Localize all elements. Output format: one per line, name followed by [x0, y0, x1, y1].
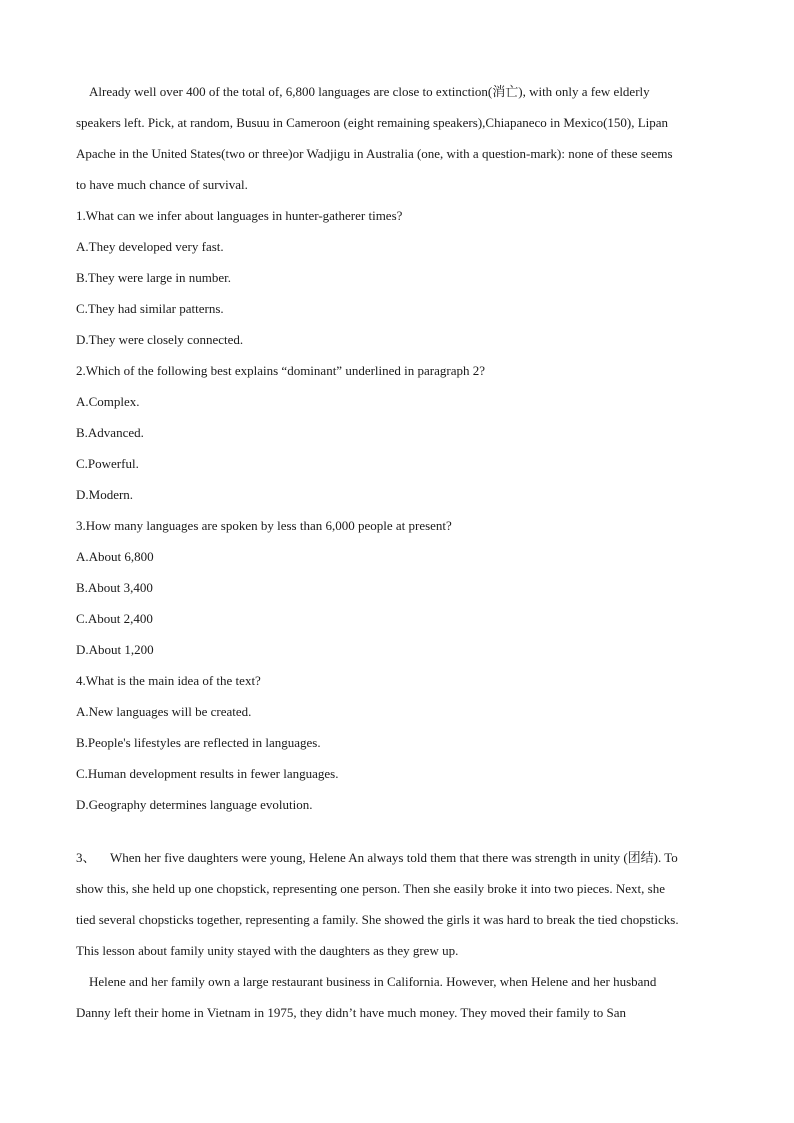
option-b: B.They were large in number. — [76, 270, 231, 285]
section-number: 3、 — [76, 850, 96, 865]
section-spacer — [76, 820, 729, 842]
option-c: C.They had similar patterns. — [76, 301, 224, 316]
question-1 — [76, 200, 729, 355]
passage-line: This lesson about family unity stayed with the daughters as they grew up. — [76, 943, 459, 958]
question-stem: 4.What is the main idea of the text? — [76, 673, 261, 688]
question-stem: 2.Which of the following best explains “dominant” underlined in paragraph 2? — [76, 363, 486, 378]
passage-line: Helene and her family own a large restaurant business in California. However, when Helene and her husband — [89, 974, 657, 989]
question-stem: 1.What can we infer about languages in hunter-gatherer times? — [76, 208, 403, 223]
passage-line-text: When her five daughters were young, Helene An always told them that there was strength in unity (团结). To — [110, 850, 678, 865]
option-c: C.About 2,400 — [76, 611, 153, 626]
option-c: C.Human development results in fewer languages. — [76, 766, 339, 781]
option-a: A.Complex. — [76, 394, 140, 409]
document-page — [76, 76, 729, 1028]
passage-line: speakers left. Pick, at random, Busuu in Cameroon (eight remaining speakers),Chiapaneco in Mexico(150), Lipan — [76, 115, 669, 130]
question-4 — [76, 665, 729, 820]
passage-line: Danny left their home in Vietnam in 1975, they didn’t have much money. They moved their family to San — [76, 1005, 627, 1020]
option-a: A.They developed very fast. — [76, 239, 224, 254]
question-stem: 3.How many languages are spoken by less than 6,000 people at present? — [76, 518, 452, 533]
question-3 — [76, 510, 729, 665]
option-a: A.About 6,800 — [76, 549, 154, 564]
option-b: B.About 3,400 — [76, 580, 153, 595]
section-3-passage — [76, 842, 729, 1028]
passage-paragraph — [76, 76, 729, 200]
option-b: B.Advanced. — [76, 425, 144, 440]
question-2 — [76, 355, 729, 510]
option-b: B.People's lifestyles are reflected in languages. — [76, 735, 321, 750]
option-a: A.New languages will be created. — [76, 704, 252, 719]
passage-line — [76, 842, 729, 873]
passage-line: show this, she held up one chopstick, representing one person. Then she easily broke it into two pieces. Next, she — [76, 881, 665, 896]
passage-line: Already well over 400 of the total of, 6,800 languages are close to extinction(消亡), with only a few elderly — [89, 84, 650, 99]
passage-line: tied several chopsticks together, representing a family. She showed the girls it was hard to break the tied chopsticks. — [76, 912, 679, 927]
passage-line: to have much chance of survival. — [76, 177, 248, 192]
option-d: D.Modern. — [76, 487, 134, 502]
passage-line: Apache in the United States(two or three)or Wadjigu in Australia (one, with a question-mark): none of these seems — [76, 146, 673, 161]
option-d: D.They were closely connected. — [76, 332, 244, 347]
option-d: D.About 1,200 — [76, 642, 154, 657]
option-c: C.Powerful. — [76, 456, 139, 471]
option-d: D.Geography determines language evolution. — [76, 797, 313, 812]
